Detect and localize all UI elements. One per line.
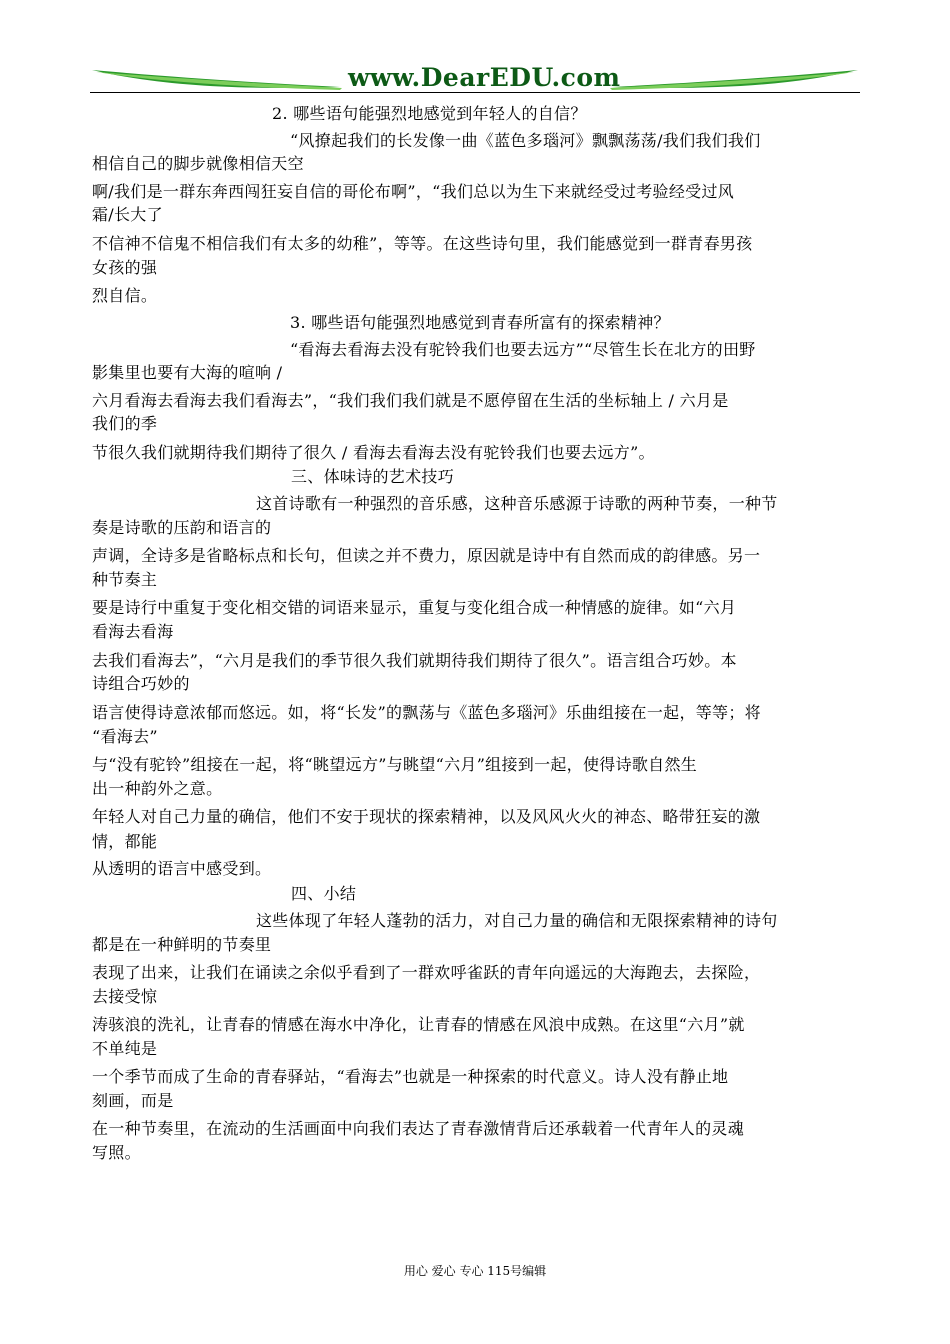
paragraph-line: 相信自己的脚步就像相信天空 [92, 154, 304, 173]
paragraph-line: 去接受惊 [92, 987, 158, 1006]
paragraph-line: 出一种韵外之意。 [92, 779, 223, 798]
page-footer: 用心 爱心 专心 115号编辑 [403, 1264, 547, 1278]
paragraph-line: 从透明的语言中感受到。 [92, 859, 272, 878]
paragraph-line: 这些体现了年轻人蓬勃的活力，对自己力量的确信和无限探索精神的诗句 [256, 911, 778, 930]
site-header [90, 62, 860, 96]
paragraph-line: 奏是诗歌的压韵和语言的 [92, 518, 272, 537]
paragraph-line: 表现了出来，让我们在诵读之余似乎看到了一群欢呼雀跃的青年向遥远的大海跑去，去探险， [92, 963, 761, 982]
paragraph-line: 声调，全诗多是省略标点和长句，但读之并不费力，原因就是诗中有自然而成的韵律感。另一 [92, 546, 761, 565]
paragraph-line: 与“没有驼铃”组接在一起，将“眺望远方”与眺望“六月”组接到一起，使得诗歌自然生 [92, 755, 698, 774]
section-3-heading: 三、体味诗的艺术技巧 [291, 467, 455, 486]
paragraph-line: 这首诗歌有一种强烈的音乐感，这种音乐感源于诗歌的两种节奏，一种节 [256, 494, 778, 513]
paragraph-line: 情，都能 [92, 832, 158, 851]
paragraph-line: 不信神不信鬼不相信我们有太多的幼稚”，等等。在这些诗句里，我们能感觉到一群青春男孩 [92, 234, 753, 253]
paragraph-line: 年轻人对自己力量的确信，他们不安于现状的探索精神，以及风风火火的神态、略带狂妄的激 [92, 807, 761, 826]
paragraph-line: 在一种节奏里，在流动的生活画面中向我们表达了青春激情背后还承载着一代青年人的灵魂 [92, 1119, 745, 1138]
paragraph-line: 种节奏主 [92, 570, 158, 589]
paragraph-line: 看海去看海 [92, 622, 174, 641]
paragraph-line: 一个季节而成了生命的青春驿站，“看海去”也就是一种探索的时代意义。诗人没有静止地 [92, 1067, 729, 1086]
header-divider [90, 92, 860, 93]
paragraph-line: 女孩的强 [92, 258, 158, 277]
paragraph-line: 要是诗行中重复于变化相交错的词语来显示，重复与变化组合成一种情感的旋律。如“六月 [92, 598, 737, 617]
site-logo-text: www.DearEDU.com [348, 63, 621, 92]
paragraph-line: 语言使得诗意浓郁而悠远。如，将“长发”的飘荡与《蓝色多瑙河》乐曲组接在一起，等等；将 [92, 703, 761, 722]
paragraph-line: 节很久我们就期待我们期待了很久 / 看海去看海去没有驼铃我们也要去远方”。 [92, 443, 655, 462]
paragraph-line: 影集里也要有大海的喧响 / [92, 363, 283, 382]
paragraph-line: “看海去看海去没有驼铃我们也要去远方”“尽管生长在北方的田野 [290, 340, 756, 359]
paragraph-line: 六月看海去看海去我们看海去”，“我们我们我们就是不愿停留在生活的坐标轴上 / 六月是 [92, 391, 729, 410]
paragraph-line: 霜/长大了 [92, 205, 163, 224]
paragraph-line: 刻画，而是 [92, 1091, 174, 1110]
paragraph-line: 啊/我们是一群东奔西闯狂妄自信的哥伦布啊”，“我们总以为生下来就经受过考验经受过风 [92, 182, 735, 201]
paragraph-line: 写照。 [92, 1143, 141, 1162]
paragraph-line: 去我们看海去”，“六月是我们的季节很久我们就期待我们期待了很久”。语言组合巧妙。本 [92, 651, 737, 670]
paragraph-line: 都是在一种鲜明的节奏里 [92, 935, 272, 954]
paragraph-line: “风撩起我们的长发像一曲《蓝色多瑙河》飘飘荡荡/我们我们我们 [290, 131, 761, 150]
question-3-heading: 3. 哪些语句能强烈地感觉到青春所富有的探索精神？ [290, 313, 670, 332]
paragraph-line: 我们的季 [92, 414, 158, 433]
section-4-heading: 四、小结 [291, 884, 357, 903]
paragraph-line: 不单纯是 [92, 1039, 158, 1058]
paragraph-line: 涛骇浪的洗礼，让青春的情感在海水中净化，让青春的情感在风浪中成熟。在这里“六月”就 [92, 1015, 745, 1034]
question-2-heading: 2. 哪些语句能强烈地感觉到年轻人的自信？ [272, 104, 587, 123]
paragraph-line: 烈自信。 [92, 286, 158, 305]
paragraph-line: 诗组合巧妙的 [92, 674, 190, 693]
paragraph-line: “看海去” [92, 727, 158, 746]
